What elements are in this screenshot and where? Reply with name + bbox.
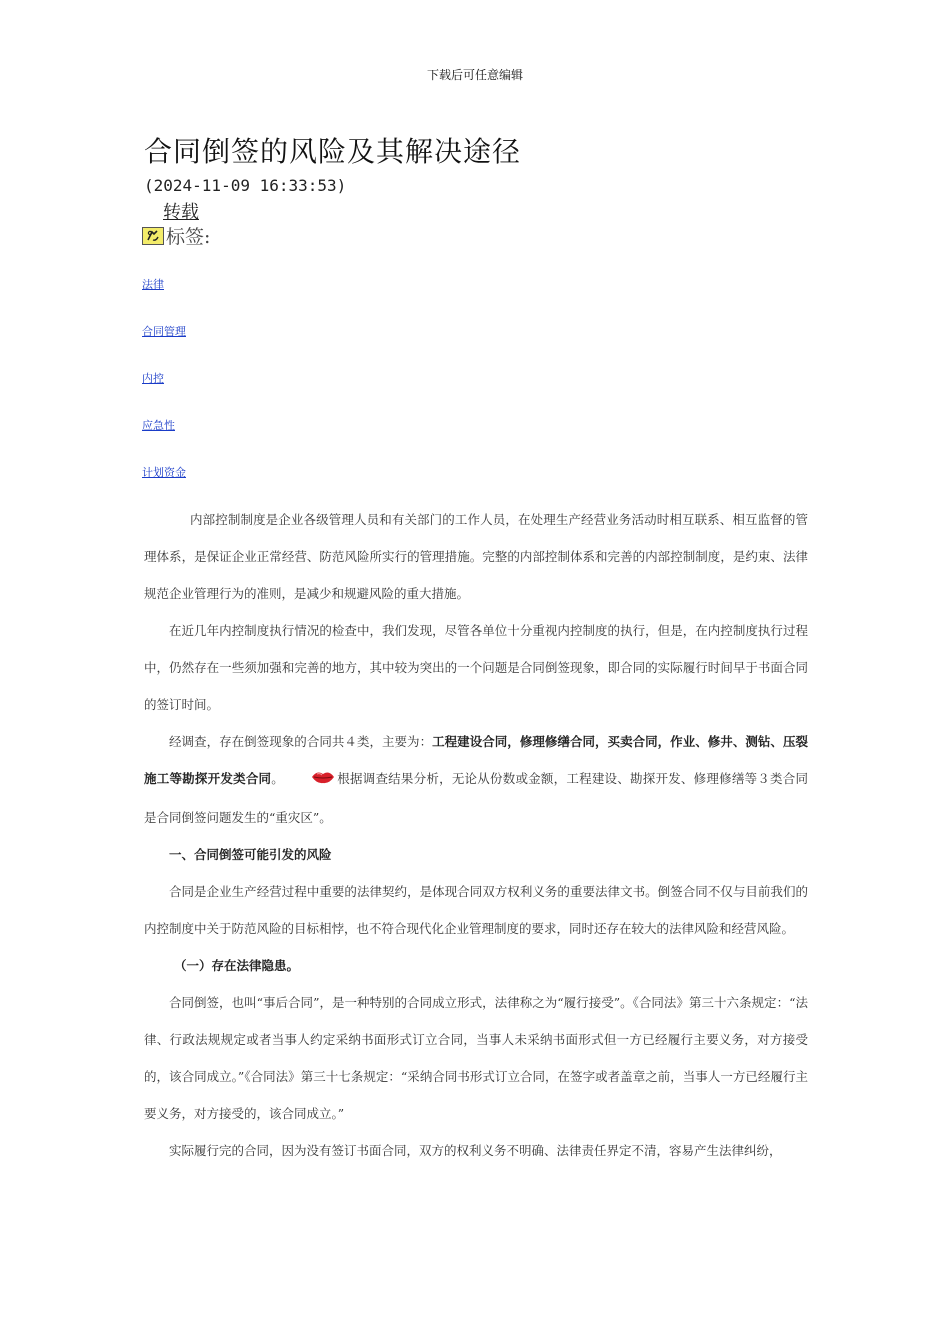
- heading-risks: 一、合同倒签可能引发的风险: [169, 847, 332, 862]
- tag-link-contract-management[interactable]: 合同管理: [142, 325, 186, 338]
- tags-label: 标签:: [166, 226, 211, 248]
- paragraph-contract-importance: 合同是企业生产经营过程中重要的法律契约，是体现合同双方权利义务的重要法律文书。倒签合同不仅与目前我们的内控制度中关于防范风险的目标相悖，也不符合现代化企业管理制度的要求，同时还存在较大的法律风险和经营风险。: [144, 884, 808, 936]
- paragraph-survey: [144, 723, 808, 836]
- article-datetime: (2024-11-09 16:33:53): [144, 176, 347, 195]
- header-note: 下载后可任意编辑: [426, 68, 523, 82]
- tag-link-law[interactable]: 法律: [142, 278, 164, 291]
- article-body: [144, 501, 808, 1169]
- survey-contract-types: 工程建设合同，修理修缮合同，买卖合同，作业、修井、测钻、压裂施工等勘探开发类合同: [144, 734, 808, 786]
- tag-icon: [142, 227, 164, 245]
- survey-period: 。: [271, 771, 285, 786]
- survey-intro-text: 经调查，存在倒签现象的合同共４类，主要为：: [169, 734, 433, 749]
- tag-link-urgency[interactable]: 应急性: [142, 419, 175, 432]
- article-title: 合同倒签的风险及其解决途径: [144, 135, 522, 168]
- lips-icon: [286, 762, 335, 799]
- heading-legal-hazards: （一）存在法律隐患。: [174, 958, 300, 973]
- paragraph-inspection: 在近几年内控制度执行情况的检查中，我们发现，尽管各单位十分重视内控制度的执行，但是，在内控制度执行过程中，仍然存在一些须加强和完善的地方，其中较为突出的一个问题是合同倒签现象，即合同的实际履行时间早于书面合同的签订时间。: [144, 623, 808, 712]
- paragraph-contract-law: 合同倒签，也叫“事后合同”，是一种特别的合同成立形式，法律称之为“履行接受”。《合同法》第三十六条规定：“法律、行政法规规定或者当事人约定采纳书面形式订立合同，当事人未采纳书面形式但一方已经履行主要义务，对方接受的，该合同成立。”《合同法》第三十七条规定：“采纳合同书形式订立合同，在签字或者盖章之前，当事人一方已经履行主要义务，对方接受的，该合同成立。”: [144, 995, 808, 1121]
- tag-link-internal-control[interactable]: 内控: [142, 372, 164, 385]
- tags-row: [142, 222, 210, 249]
- survey-analysis-text: 根据调查结果分析，无论从份数或金额，工程建设、勘探开发、修理修缮等３类合同是合同倒签问题发生的“重灾区”。: [144, 771, 808, 825]
- repost-link[interactable]: 转载: [163, 202, 199, 223]
- paragraph-intro: 内部控制制度是企业各级管理人员和有关部门的工作人员，在处理生产经营业务活动时相互联系、相互监督的管理体系，是保证企业正常经营、防范风险所实行的管理措施。完整的内部控制体系和完善的内部控制制度，是约束、法律规范企业管理行为的准则，是减少和规避风险的重大措施。: [144, 512, 808, 601]
- tag-link-planned-funds[interactable]: 计划资金: [142, 466, 186, 479]
- paragraph-disputes: 实际履行完的合同，因为没有签订书面合同，双方的权利义务不明确、法律责任界定不清，容易产生法律纠纷，: [169, 1143, 782, 1158]
